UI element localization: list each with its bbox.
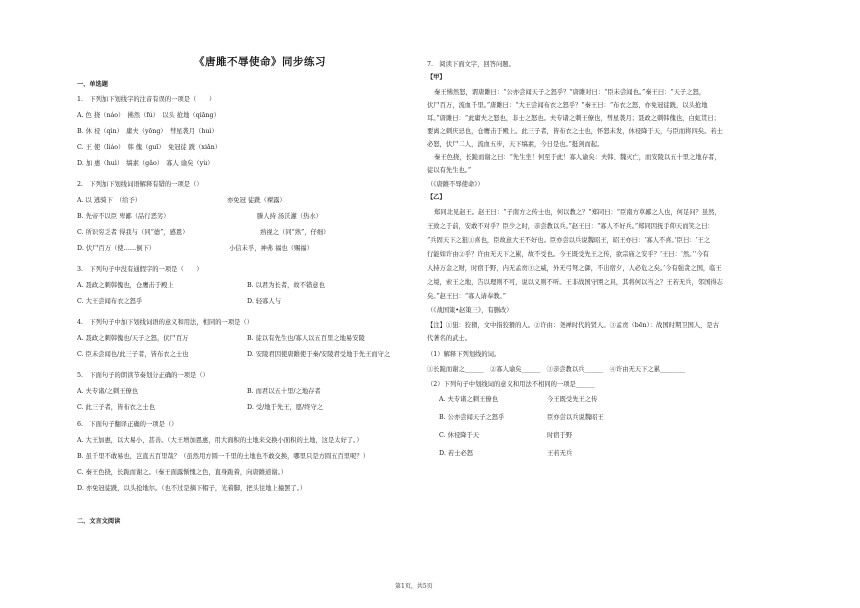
page-footer: 第1页，共5页: [395, 583, 433, 590]
q1-option-c: C. 王 使（lìáo） 韩 傀（guī） 免冠徒 跣（xiǎn）: [77, 144, 222, 151]
question-4: 4. 下列句子中加下划线词语的意义和用法，相同的一项是（）: [77, 319, 254, 326]
section-heading-classical-reading: 二、文言文阅读: [77, 518, 121, 525]
sub-question-2: （2）下列句子中划线词的意义和用法不相同的一项是______: [427, 381, 595, 388]
q2-option-d-right: 小信未孚，神弗 福也（赐福）: [229, 245, 313, 252]
passage-yi-line: 郑同北见赵王。赵王曰：“子南方之传士也，何以教之？”郑同曰：“臣南方草鄙之人也，何足问？虽然，: [434, 209, 721, 216]
q2-option-b-right: 滕人持 汤沃灌（热水）: [257, 213, 322, 220]
passage-jia-line: 必怒，伏尸二人，流血五步，天下缟素，今日是也。”挺剑而起。: [427, 141, 604, 148]
passage-yi-line: 王致之于前，安敢不对乎？臣少之时，亲尝教以兵。”赵王曰：“寡人不好兵。”郑同因抚手仰天而笑之曰：: [427, 223, 714, 230]
page-title: 《唐雎不辱使命》同步练习: [194, 56, 326, 68]
q6-option-d: D. 亦免冠徒跣，以头抢地尔。（也不过是摘下帽子，光着脚，把头往地上撞罢了。）: [77, 485, 307, 492]
question-5: 5. 下面句子的朗读节奏划分正确的一项是（）: [77, 372, 209, 379]
q1-option-a: A. 色 挠（náo） 拂然（fú） 以头 抢地（qiāng）: [77, 112, 220, 119]
q3-option-c: C. 大王尝闻布衣之怒乎: [77, 298, 143, 305]
q4-option-c: C. 臣未尝闻也/此三子者，皆布衣之士也: [77, 351, 189, 358]
q2-option-a-left: A. 以 逃骑下 （给予）: [77, 197, 142, 204]
q6-option-a: A. 大王加惠，以大易小，甚善。（大王增加恩惠，用大面积的土地来交换小面积的土地，这是太好了。）: [77, 437, 363, 444]
q3-option-a: A. 聂政之刺韩傀也，仓鹰击于殿上: [77, 282, 174, 289]
passage-jia-line: 耳。”唐雎曰：“此庸夫之怒也，非士之怒也。夫专诸之刺王僚也，彗星袭月；聂政之刺韩傀也，白虹贯日；: [427, 115, 720, 122]
sq2-option-b-left: B. 公亦尝闻天子之怒乎: [439, 414, 505, 421]
question-2: 2. 下列加下划线词语解释有错的一项是（）: [77, 181, 203, 188]
passage-yi-label: 【乙】: [427, 194, 446, 201]
sq2-option-a-left: A. 夫专诸之刺王僚也: [439, 396, 498, 403]
sq2-option-b-right: 臣亦尝以兵说魏昭王: [547, 414, 604, 421]
annotation-note-continued: 代著名的武士。: [427, 335, 472, 342]
sq2-option-c-right: 时宿于野: [547, 432, 573, 439]
q2-option-b-left: B. 先帝不以臣 卑鄙（品行恶劣）: [77, 213, 170, 220]
q6-option-c: C. 秦王色挠，长跪而谢之。（秦王面露惭愧之色，直身跪着，向唐雎道谢。）: [77, 469, 288, 476]
question-1: 1. 下列加下划线字的注音有误的一项是（ ）: [77, 96, 216, 103]
sq2-option-a-right: 今王既受先王之传: [547, 396, 598, 403]
q2-option-d-left: D. 伏尸百万（使……倒下）: [77, 245, 156, 252]
q1-option-b: B. 休 祲（qìn） 庸夫（yōng） 彗星袭月（huì）: [77, 128, 218, 135]
q2-option-a-right: 亦免冠 徒跣（裸露）: [227, 197, 286, 204]
passage-jia-line: 伏尸百万，流血千里。”唐雎曰：“大王尝闻布衣之怒乎？”秦王曰：“布衣之怒，亦免冠徒跣，以头抢地: [427, 102, 708, 109]
passage-jia-source: （《唐雎不辱使命》）: [427, 181, 484, 188]
question-3: 3. 下列句子中没有通假字的一项是（ ）: [77, 266, 203, 273]
q1-option-d: D. 加 惠（huì） 缟素（gǎo） 寡人 谕矣（yù）: [77, 160, 214, 167]
q4-option-a: A. 聂政之刺韩傀也/天子之怒，伏尸百万: [77, 335, 189, 342]
question-7: 7. 阅读下面文字，回答问题。: [427, 61, 515, 68]
sq2-option-c-left: C. 休祲降于天: [439, 432, 480, 439]
passage-yi-line: “兵固天下之狙①喜也，臣故意大王不好也。臣亦尝以兵说魏昭王，昭王亦曰：‘寡人不喜。’臣曰：‘王之: [427, 237, 711, 244]
sub-question-1: （1）解释下列划线的词。: [427, 351, 501, 358]
passage-jia-line: 徒以有先生也。”: [427, 167, 472, 174]
sq2-option-d-left: D. 若士必怒: [439, 450, 474, 457]
sub-question-1-blanks[interactable]: ①长跪而谢之______ ②寡人谕矣______ ③亲尝教以兵______ ④许由无天下之累________: [427, 366, 686, 373]
q2-option-c-left: C. 所识穷乏者 得我与（同“德”，感恩）: [77, 229, 189, 236]
q4-option-b: B. 徒以有先生也/寡人以五百里之地易安陵: [247, 335, 365, 342]
passage-jia-line: 秦王怫然怒，谓唐雎曰：“公亦尝闻天子之怒乎？”唐雎对曰：“臣未尝闻也。”秦王曰：“天子之怒，: [434, 89, 706, 96]
q5-option-d: D. 受/地于先王，愿/终守之: [247, 404, 324, 411]
sq2-option-d-right: 王若无兵: [547, 450, 573, 457]
passage-yi-line: 之境，索王之地，告以理则不可，说以义则不听。王非战国守圉之具，其将何以当之？王若无兵，邻国得志: [427, 279, 723, 286]
passage-jia-line: 要离之刺庆忌也，仓鹰击于殿上。此三子者，皆布衣之士也，怀怒未发，休祲降于天，与臣而将四矣。若士: [427, 128, 723, 135]
q3-option-b: B. 以君为长者，故不错意也: [247, 282, 325, 289]
annotation-note: 【注】①狙：狡猾，文中指狡猾的人。②许由：尧禅时代的贤人。③孟贲（bēn）：战国时期卫国人，是古: [427, 322, 720, 329]
question-6: 6. 下面句子翻译正确的一项是（）: [77, 421, 178, 428]
q5-option-b: B. 而君以五十里/之地存者: [247, 388, 321, 395]
passage-jia-label: 【甲】: [427, 74, 446, 81]
passage-yi-line: 矣。”赵王曰：“寡人请奉教。”: [427, 293, 506, 300]
passage-yi-line: 行能如许由②乎？许由无天下之累，故不受也。今王既受先王之传，欲宗庙之安乎？’王曰：‘然。’‘今有: [427, 251, 709, 258]
section-heading-single-choice: 一、单选题: [77, 81, 108, 88]
q6-option-b: B. 虽千里不敢易也，岂直五百里哉？（虽然用方圆一千里的土地也不敢交换，哪里只是方圆五百里呢？）: [77, 453, 369, 460]
q5-option-a: A. 夫专诸/之刺王僚也: [77, 388, 139, 395]
q3-option-d: D. 轻寡人与: [247, 298, 282, 305]
q5-option-c: C. 此三子者，皆布衣之士也: [77, 404, 155, 411]
passage-yi-line: 人持万金之财，时宿于野，内无孟贲③之威，外无弓弩之御，不出宿夕，人必危之矣。’今有强贪之国，临王: [427, 265, 722, 272]
passage-jia-line: 秦王色挠，长跪而谢之曰：“先生坐！何至于此！寡人谕矣：夫韩、魏灭亡，而安陵以五十里之地存者，: [434, 154, 721, 161]
q4-option-d: D. 安陵君因使唐雎使于秦/安陵君受地于先王而守之: [247, 351, 391, 358]
passage-yi-source: （《战国策•赵策三》，有删改）: [427, 307, 513, 314]
q2-option-c-right: 熟视之（同“熟”，仔细）: [260, 229, 330, 236]
